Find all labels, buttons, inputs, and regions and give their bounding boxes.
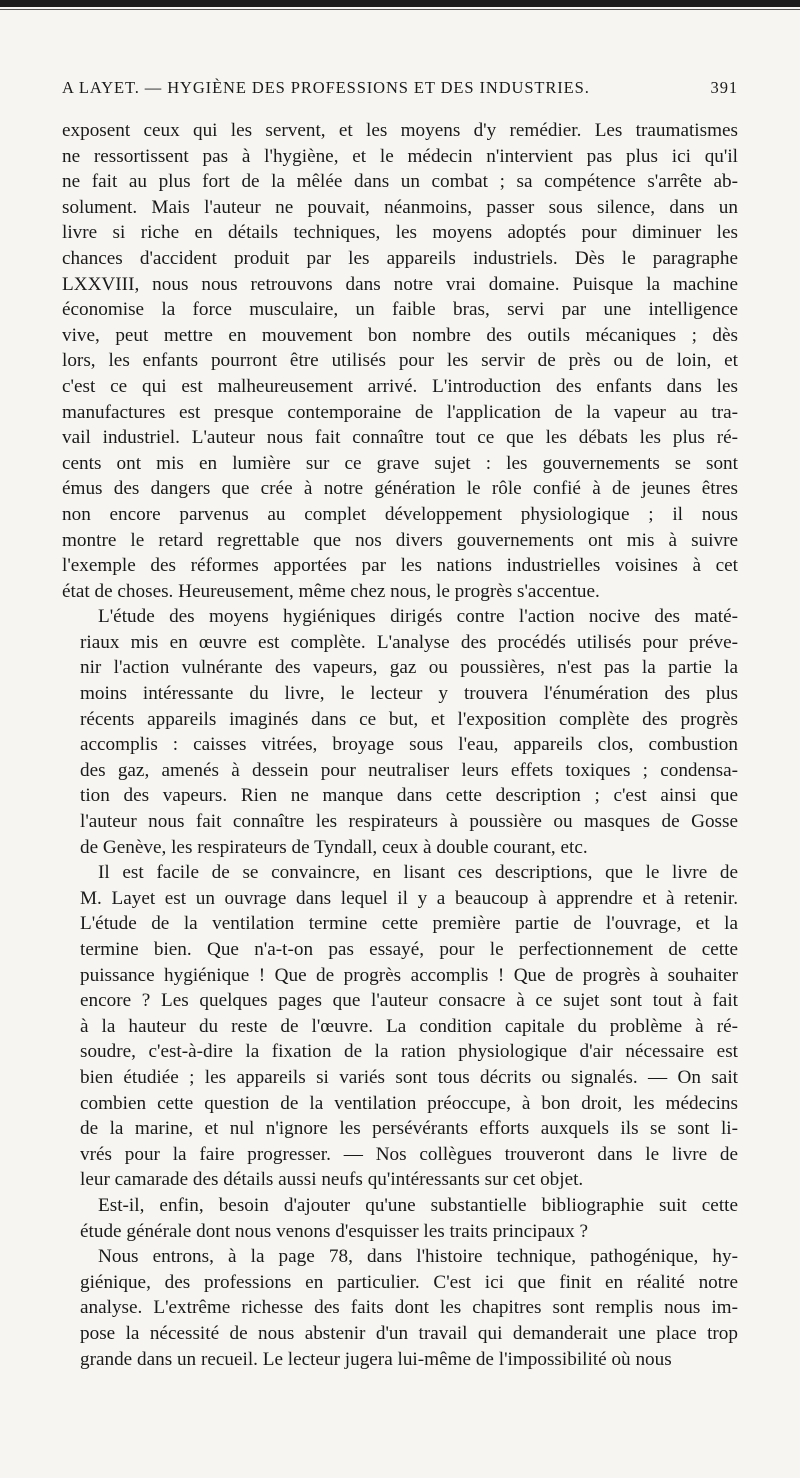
- paragraph: [62, 118, 738, 604]
- text-line: exposent ceux qui les servent, et les moyens d'y remédier. Les traumatismes: [62, 120, 738, 141]
- text-line: ne fait au plus fort de la mêlée dans un combat ; sa compétence s'arrête ab-: [62, 171, 738, 193]
- text-line: Nous entrons, à la page 78, dans l'histoire technique, pathogénique, hy-: [98, 1246, 738, 1268]
- text-line: à la hauteur du reste de l'œuvre. La condition capitale du problème à ré-: [80, 1015, 738, 1037]
- text-line: pose la nécessité de nous abstenir d'un travail qui demanderait une place trop: [80, 1322, 738, 1344]
- page-header: [62, 78, 738, 98]
- text-line: émus des dangers que crée à notre génération le rôle confié à de jeunes êtres: [62, 478, 738, 500]
- text-line: LXXVIII, nous nous retrouvons dans notre vrai domaine. Puisque la machine: [62, 273, 738, 295]
- text-line: grande dans un recueil. Le lecteur jugera lui-même de l'impossibilité où nous: [80, 1348, 672, 1370]
- text-line: état de choses. Heureusement, même chez nous, le progrès s'accentue.: [62, 580, 600, 602]
- text-line: montre le retard regrettable que nos divers gouvernements ont mis à suivre: [62, 529, 738, 551]
- text-line: lors, les enfants pourront être utilisés pour les servir de près ou de loin, et: [62, 350, 738, 372]
- paragraph: [62, 604, 738, 860]
- text-line: de la marine, et nul n'ignore les persévérants efforts auxquels ils se sont li-: [80, 1118, 738, 1140]
- page-number: 391: [710, 78, 738, 97]
- top-border-rule-thin: [0, 9, 800, 10]
- text-line: l'exemple des réformes apportées par les nations industrielles voisines à cet: [62, 555, 738, 577]
- text-line: leur camarade des détails aussi neufs qu'intéressants sur cet objet.: [80, 1169, 584, 1191]
- text-line: vive, peut mettre en mouvement bon nombre des outils mécaniques ; dès: [62, 324, 738, 346]
- text-line: livre si riche en détails techniques, les moyens adoptés pour diminuer les: [62, 222, 738, 244]
- text-line: économise la force musculaire, un faible bras, servi par une intelligence: [62, 299, 738, 321]
- text-line: L'étude des moyens hygiéniques dirigés contre l'action nocive des maté-: [98, 606, 738, 628]
- text-line: cents ont mis en lumière sur ce grave sujet : les gouvernements se sont: [62, 452, 738, 474]
- text-line: chances d'accident produit par les appareils industriels. Dès le paragraphe: [62, 247, 738, 269]
- text-line: l'auteur nous fait connaître les respirateurs à poussière ou masques de Gosse: [80, 811, 738, 833]
- text-line: giénique, des professions en particulier. C'est ici que finit en réalité notre: [80, 1271, 738, 1293]
- text-line: solument. Mais l'auteur ne pouvait, néanmoins, passer sous silence, dans un: [62, 196, 738, 218]
- text-line: étude générale dont nous venons d'esquisser les traits principaux ?: [80, 1220, 589, 1242]
- text-line: M. Layet est un ouvrage dans lequel il y a beaucoup à apprendre et à retenir.: [80, 887, 738, 909]
- text-line: soudre, c'est-à-dire la fixation de la ration physiologique d'air nécessaire est: [80, 1041, 738, 1063]
- text-line: bien étudiée ; les appareils si variés sont tous décrits ou signalés. — On sait: [80, 1066, 738, 1088]
- paragraph: [62, 860, 738, 1193]
- text-line: non encore parvenus au complet développement physiologique ; il nous: [62, 503, 738, 525]
- text-line: analyse. L'extrême richesse des faits dont les chapitres sont remplis nous im-: [80, 1297, 738, 1319]
- text-line: c'est ce qui est malheureusement arrivé. L'introduction des enfants dans les: [62, 375, 738, 397]
- paragraph: [62, 1244, 738, 1372]
- text-line: riaux mis en œuvre est complète. L'analyse des procédés utilisés pour préve-: [80, 631, 738, 653]
- text-line: moins intéressante du livre, le lecteur y trouvera l'énumération des plus: [80, 683, 738, 705]
- paragraph: [62, 1193, 738, 1244]
- text-line: L'étude de la ventilation termine cette première partie de l'ouvrage, et la: [80, 913, 738, 935]
- running-title: A LAYET. — HYGIÈNE DES PROFESSIONS ET DES INDUSTRIES.: [62, 78, 590, 97]
- text-line: de Genève, les respirateurs de Tyndall, ceux à double courant, etc.: [80, 836, 588, 858]
- body-text: [62, 118, 738, 1372]
- text-line: Il est facile de se convaincre, en lisant ces descriptions, que le livre de: [98, 862, 738, 884]
- text-line: puissance hygiénique ! Que de progrès accomplis ! Que de progrès à souhaiter: [80, 964, 738, 986]
- text-line: manufactures est presque contemporaine de l'application de la vapeur au tra-: [62, 401, 738, 423]
- text-line: combien cette question de la ventilation préoccupe, à bon droit, les médecins: [80, 1092, 738, 1114]
- text-line: récents appareils imaginés dans ce but, et l'exposition complète des progrès: [80, 708, 738, 730]
- text-line: vail industriel. L'auteur nous fait connaître tout ce que les débats les plus ré-: [62, 427, 738, 449]
- text-line: Est-il, enfin, besoin d'ajouter qu'une substantielle bibliographie suit cette: [98, 1194, 738, 1216]
- text-line: vrés pour la faire progresser. — Nos collègues trouveront dans le livre de: [80, 1143, 738, 1165]
- text-line: tion des vapeurs. Rien ne manque dans cette description ; c'est ainsi que: [80, 785, 738, 807]
- text-line: termine bien. Que n'a-t-on pas essayé, pour le perfectionnement de cette: [80, 939, 738, 960]
- text-line: encore ? Les quelques pages que l'auteur consacre à ce sujet sont tout à fait: [80, 990, 738, 1012]
- text-line: ne ressortissent pas à l'hygiène, et le médecin n'intervient pas plus ici qu'il: [62, 145, 738, 167]
- text-line: nir l'action vulnérante des vapeurs, gaz ou poussières, n'est pas la partie la: [80, 657, 738, 679]
- text-line: des gaz, amenés à dessein pour neutraliser leurs effets toxiques ; condensa-: [80, 759, 738, 781]
- text-line: accomplis : caisses vitrées, broyage sous l'eau, appareils clos, combustion: [80, 734, 738, 756]
- top-border-rule: [0, 0, 800, 7]
